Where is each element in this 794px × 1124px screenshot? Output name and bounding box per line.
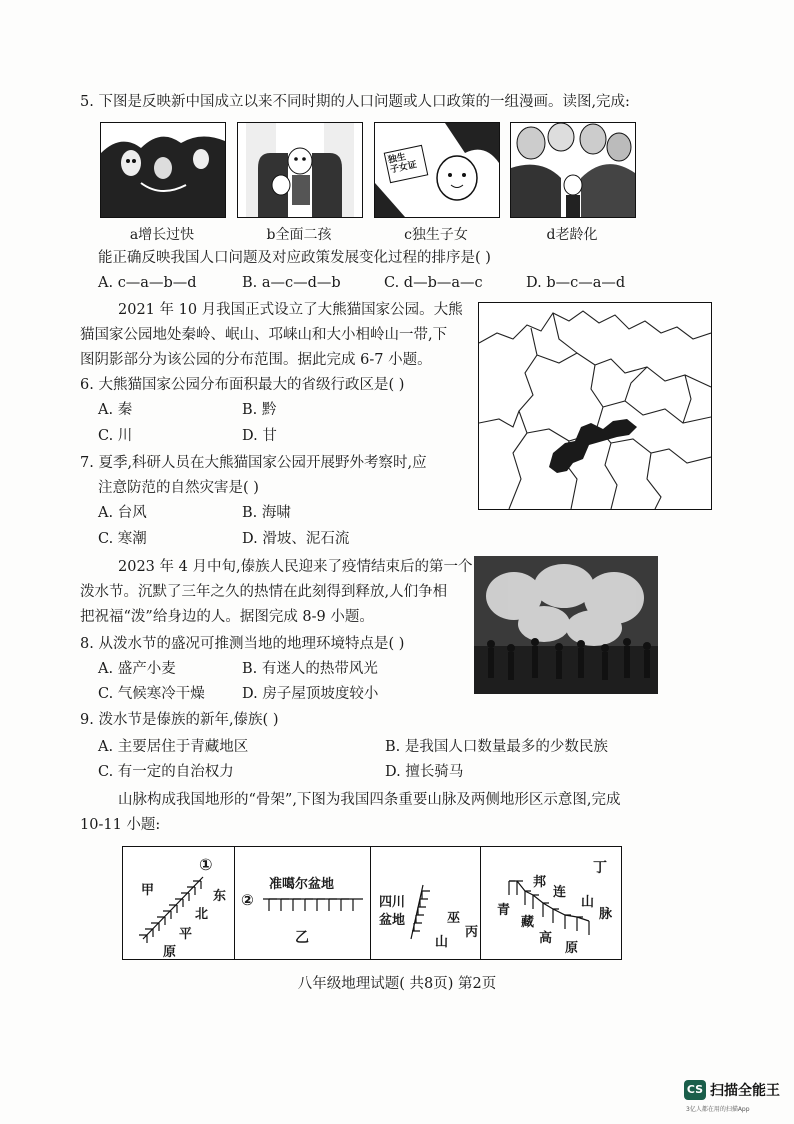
label-dong: 东 — [213, 889, 227, 904]
mountain-diagram-3 — [370, 846, 482, 960]
label-junggar-basin: 准噶尔盆地 — [269, 877, 335, 892]
label-ping: 平 — [179, 927, 193, 942]
q8-option-d: D. 房子屋顶坡度较小 — [242, 686, 379, 702]
mountain-diagram-1 — [122, 846, 236, 960]
water-intro-line-2: 泼水节。沉默了三年之久的热情在此刻得到释放,人们争相 — [80, 584, 448, 600]
label-qing: 青 — [497, 903, 511, 918]
q5-stem: 5. 下图是反映新中国成立以来不同时期的人口问题或人口政策的一组漫画。读图,完成: — [80, 94, 630, 110]
q5-option-c: C. d—b—a—c — [384, 275, 483, 291]
q9-stem: 9. 泼水节是傣族的新年,傣族( ) — [80, 712, 279, 728]
mountains-intro-line-2: 10-11 小题: — [80, 817, 161, 833]
label-jia: 甲 — [141, 883, 155, 898]
q7-stem-line-1: 7. 夏季,科研人员在大熊猫国家公园开展野外考察时,应 — [80, 455, 427, 471]
q5-option-a: A. c—a—b—d — [98, 275, 197, 291]
q8-option-c: C. 气候寒冷干燥 — [98, 686, 205, 702]
cs-logo-icon: CS — [684, 1080, 706, 1100]
label-yuan-1: 原 — [163, 945, 177, 960]
panda-park-map — [478, 302, 712, 510]
q5-option-b: B. a—c—d—b — [242, 275, 341, 291]
cartoon-two-child-image — [237, 122, 363, 218]
water-festival-photo — [474, 556, 658, 694]
cartoon-growth-image — [100, 122, 226, 218]
q7-option-c: C. 寒潮 — [98, 531, 147, 547]
water-intro-line-3: 把祝福“泼”给身边的人。据图完成 8-9 小题。 — [80, 609, 374, 625]
q7-option-b: B. 海啸 — [242, 505, 291, 521]
label-num-2: ② — [241, 891, 254, 909]
caption-a: a增长过快 — [129, 227, 195, 243]
label-yi: 乙 — [295, 930, 309, 946]
q9-option-d: D. 擅长骑马 — [385, 764, 464, 780]
cartoon-one-child-image — [374, 122, 500, 218]
panda-intro-line-2: 猫国家公园地处秦岭、岷山、邛崃山和大小相岭山一带,下 — [80, 327, 448, 343]
caption-d: d老龄化 — [546, 227, 598, 243]
scanner-tagline: 3亿人都在用的扫描App — [686, 1106, 750, 1113]
label-pendi: 盆地 — [379, 913, 406, 928]
q6-option-d: D. 甘 — [242, 428, 277, 444]
q7-option-a: A. 台风 — [98, 505, 147, 521]
q6-option-b: B. 黔 — [242, 402, 277, 418]
scanner-watermark — [684, 1078, 794, 1118]
label-gao: 高 — [539, 931, 553, 946]
q9-option-c: C. 有一定的自治权力 — [98, 764, 234, 780]
scanner-brand: 扫描全能王 — [710, 1083, 780, 1099]
q7-stem-line-2: 注意防范的自然灾害是( ) — [98, 480, 259, 496]
label-bang: 邦 — [533, 875, 547, 890]
label-sichuan: 四川 — [379, 895, 406, 910]
panda-intro-line-1: 2021 年 10 月我国正式设立了大熊猫国家公园。大熊 — [118, 302, 463, 318]
q5-question: 能正确反映我国人口问题及对应政策发展变化过程的排序是( ) — [98, 250, 491, 266]
label-num-1: ① — [199, 855, 213, 874]
mountain-diagram-4 — [480, 846, 622, 960]
cartoon-aging-image — [510, 122, 636, 218]
one-child-certificate-sign: 独生 子女证 — [387, 152, 418, 176]
caption-b: b全面二孩 — [266, 227, 332, 243]
label-bei: 北 — [195, 907, 209, 922]
q8-option-b: B. 有迷人的热带风光 — [242, 661, 378, 677]
q6-option-a: A. 秦 — [98, 402, 133, 418]
label-ding: 丁 — [593, 860, 607, 876]
q6-option-c: C. 川 — [98, 428, 133, 444]
label-yuan-4: 原 — [565, 941, 579, 956]
page-footer: 八年级地理试题( 共8页) 第2页 — [297, 976, 497, 992]
water-intro-line-1: 2023 年 4 月中旬,傣族人民迎来了疫情结束后的第一个 — [118, 559, 473, 575]
q9-option-a: A. 主要居住于青藏地区 — [98, 739, 249, 755]
q8-option-a: A. 盛产小麦 — [98, 661, 176, 677]
mountains-intro-line-1: 山脉构成我国地形的“骨架”,下图为我国四条重要山脉及两侧地形区示意图,完成 — [118, 792, 621, 808]
label-wu: 巫 — [447, 911, 461, 926]
q7-option-d: D. 滑坡、泥石流 — [242, 531, 350, 547]
label-bing: 丙 — [465, 925, 479, 940]
label-shan-3: 山 — [435, 935, 449, 950]
label-zang: 藏 — [521, 915, 535, 930]
q8-stem: 8. 从泼水节的盛况可推测当地的地理环境特点是( ) — [80, 636, 405, 652]
q6-stem: 6. 大熊猫国家公园分布面积最大的省级行政区是( ) — [80, 377, 405, 393]
mountain-diagram-2 — [234, 846, 372, 960]
panda-intro-line-3: 图阴影部分为该公园的分布范围。据此完成 6-7 小题。 — [80, 352, 432, 368]
q9-option-b: B. 是我国人口数量最多的少数民族 — [385, 739, 608, 755]
q5-option-d: D. b—c—a—d — [526, 275, 626, 291]
caption-c: c独生子女 — [404, 227, 468, 243]
label-mai: 脉 — [599, 907, 613, 922]
label-shan-4: 山 — [581, 895, 595, 910]
label-lian: 连 — [553, 885, 567, 900]
